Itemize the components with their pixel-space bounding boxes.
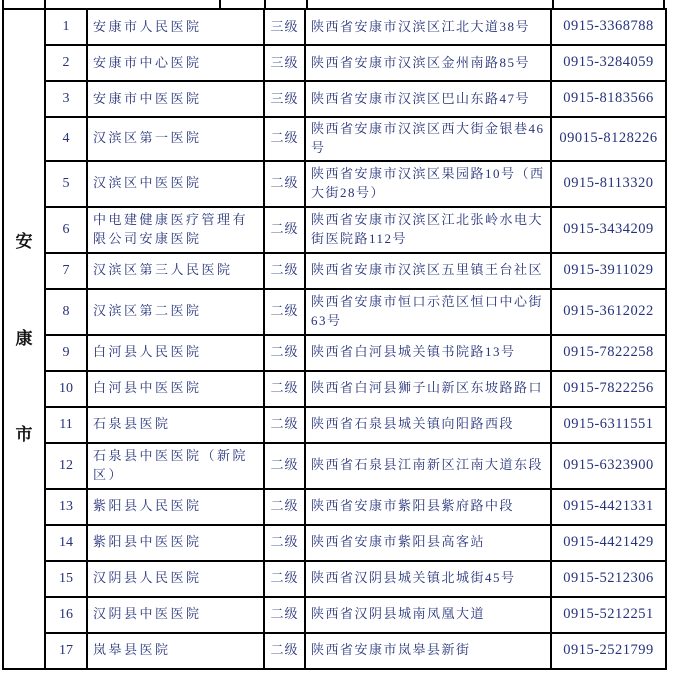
hospital-table bbox=[2, 8, 667, 670]
hospital-name: 白河县人民医院 bbox=[87, 335, 264, 371]
hospital-level: 二级 bbox=[264, 289, 305, 335]
row-number: 1 bbox=[45, 9, 87, 45]
hospital-level: 二级 bbox=[264, 443, 305, 489]
hospital-address: 陕西省安康市汉滨区巴山东路47号 bbox=[305, 81, 551, 117]
row-number: 14 bbox=[45, 525, 87, 561]
hospital-phone: 0915-4421429 bbox=[551, 525, 666, 561]
table-row bbox=[3, 525, 666, 561]
hospital-address: 陕西省安康市汉滨区五里镇王台社区 bbox=[305, 253, 551, 289]
hospital-address: 陕西省安康市恒口示范区恒口中心街63号 bbox=[305, 289, 551, 335]
row-number: 2 bbox=[45, 45, 87, 81]
hospital-level: 二级 bbox=[264, 561, 305, 597]
hospital-level: 三级 bbox=[264, 81, 305, 117]
hospital-phone: 0915-2521799 bbox=[551, 633, 666, 669]
row-number: 12 bbox=[45, 443, 87, 489]
table-row bbox=[3, 561, 666, 597]
row-number: 11 bbox=[45, 407, 87, 443]
hospital-name: 白河县中医医院 bbox=[87, 371, 264, 407]
hospital-level: 二级 bbox=[264, 117, 305, 161]
hospital-address: 陕西省安康市汉滨区西大街金银巷46号 bbox=[305, 117, 551, 161]
hospital-phone: 0915-8113320 bbox=[551, 161, 666, 207]
hospital-address: 陕西省安康市汉滨区江北张岭水电大街医院路112号 bbox=[305, 207, 551, 253]
hospital-phone: 0915-3612022 bbox=[551, 289, 666, 335]
table-row bbox=[3, 371, 666, 407]
hospital-name: 紫阳县人民医院 bbox=[87, 489, 264, 525]
hospital-address: 陕西省安康市汉滨区金州南路85号 bbox=[305, 45, 551, 81]
row-number: 6 bbox=[45, 207, 87, 253]
row-number: 10 bbox=[45, 371, 87, 407]
hospital-address: 陕西省安康市紫阳县紫府路中段 bbox=[305, 489, 551, 525]
hospital-phone: 0915-3911029 bbox=[551, 253, 666, 289]
table-row bbox=[3, 443, 666, 489]
hospital-address: 陕西省汉阴县城南凤凰大道 bbox=[305, 597, 551, 633]
hospital-phone: 0915-3284059 bbox=[551, 45, 666, 81]
hospital-name: 汉阴县中医医院 bbox=[87, 597, 264, 633]
hospital-phone: 0915-6311551 bbox=[551, 407, 666, 443]
table-row bbox=[3, 407, 666, 443]
hospital-level: 二级 bbox=[264, 407, 305, 443]
row-number: 3 bbox=[45, 81, 87, 117]
hospital-address: 陕西省安康市汉滨区江北大道38号 bbox=[305, 9, 551, 45]
row-number: 13 bbox=[45, 489, 87, 525]
hospital-level: 二级 bbox=[264, 253, 305, 289]
hospital-level: 二级 bbox=[264, 207, 305, 253]
hospital-phone: 0915-8183566 bbox=[551, 81, 666, 117]
hospital-phone: 0915-3434209 bbox=[551, 207, 666, 253]
row-number: 17 bbox=[45, 633, 87, 669]
hospital-phone: 0915-5212251 bbox=[551, 597, 666, 633]
table-row bbox=[3, 161, 666, 207]
table-row bbox=[3, 81, 666, 117]
hospital-address: 陕西省安康市紫阳县高客站 bbox=[305, 525, 551, 561]
row-number: 7 bbox=[45, 253, 87, 289]
table-row bbox=[3, 633, 666, 669]
hospital-name: 中电建健康医疗管理有限公司安康医院 bbox=[87, 207, 264, 253]
table-row bbox=[3, 289, 666, 335]
region-char: 市 bbox=[15, 425, 33, 445]
hospital-name: 紫阳县中医医院 bbox=[87, 525, 264, 561]
row-number: 4 bbox=[45, 117, 87, 161]
hospital-name: 岚皋县医院 bbox=[87, 633, 264, 669]
region-label bbox=[7, 230, 41, 448]
row-number: 5 bbox=[45, 161, 87, 207]
hospital-name: 石泉县中医医院（新院区） bbox=[87, 443, 264, 489]
row-number: 8 bbox=[45, 289, 87, 335]
hospital-level: 二级 bbox=[264, 371, 305, 407]
hospital-level: 二级 bbox=[264, 597, 305, 633]
table-row bbox=[3, 597, 666, 633]
hospital-address: 陕西省石泉县江南新区江南大道东段 bbox=[305, 443, 551, 489]
hospital-name: 安康市中医医院 bbox=[87, 81, 264, 117]
hospital-level: 三级 bbox=[264, 9, 305, 45]
hospital-address: 陕西省石泉县城关镇向阳路西段 bbox=[305, 407, 551, 443]
hospital-name: 安康市人民医院 bbox=[87, 9, 264, 45]
hospital-level: 二级 bbox=[264, 525, 305, 561]
hospital-phone: 0915-4421331 bbox=[551, 489, 666, 525]
hospital-name: 汉滨区第一医院 bbox=[87, 117, 264, 161]
hospital-name: 汉滨区第二医院 bbox=[87, 289, 264, 335]
hospital-name: 汉阴县人民医院 bbox=[87, 561, 264, 597]
hospital-name: 石泉县医院 bbox=[87, 407, 264, 443]
table-row bbox=[3, 489, 666, 525]
hospital-phone: 0915-7822258 bbox=[551, 335, 666, 371]
row-number: 15 bbox=[45, 561, 87, 597]
region-char: 康 bbox=[15, 328, 33, 348]
table-row bbox=[3, 117, 666, 161]
hospital-address: 陕西省安康市岚皋县新街 bbox=[305, 633, 551, 669]
hospital-phone: 09015-8128226 bbox=[551, 117, 666, 161]
region-label-cell bbox=[3, 9, 45, 669]
table-row bbox=[3, 207, 666, 253]
table-row bbox=[3, 335, 666, 371]
hospital-phone: 0915-5212306 bbox=[551, 561, 666, 597]
hospital-phone: 0915-7822256 bbox=[551, 371, 666, 407]
hospital-phone: 0915-6323900 bbox=[551, 443, 666, 489]
row-number: 9 bbox=[45, 335, 87, 371]
hospital-level: 二级 bbox=[264, 335, 305, 371]
region-char: 安 bbox=[15, 231, 33, 251]
hospital-level: 二级 bbox=[264, 489, 305, 525]
hospital-address: 陕西省安康市汉滨区果园路10号（西大街28号） bbox=[305, 161, 551, 207]
hospital-address: 陕西省白河县狮子山新区东坡路路口 bbox=[305, 371, 551, 407]
row-number: 16 bbox=[45, 597, 87, 633]
hospital-level: 二级 bbox=[264, 633, 305, 669]
table-row bbox=[3, 45, 666, 81]
hospital-level: 三级 bbox=[264, 45, 305, 81]
hospital-name: 汉滨区中医医院 bbox=[87, 161, 264, 207]
hospital-address: 陕西省汉阴县城关镇北城街45号 bbox=[305, 561, 551, 597]
hospital-level: 二级 bbox=[264, 161, 305, 207]
table-row bbox=[3, 9, 666, 45]
hospital-name: 安康市中心医院 bbox=[87, 45, 264, 81]
hospital-name: 汉滨区第三人民医院 bbox=[87, 253, 264, 289]
hospital-address: 陕西省白河县城关镇书院路13号 bbox=[305, 335, 551, 371]
table-row bbox=[3, 253, 666, 289]
hospital-phone: 0915-3368788 bbox=[551, 9, 666, 45]
